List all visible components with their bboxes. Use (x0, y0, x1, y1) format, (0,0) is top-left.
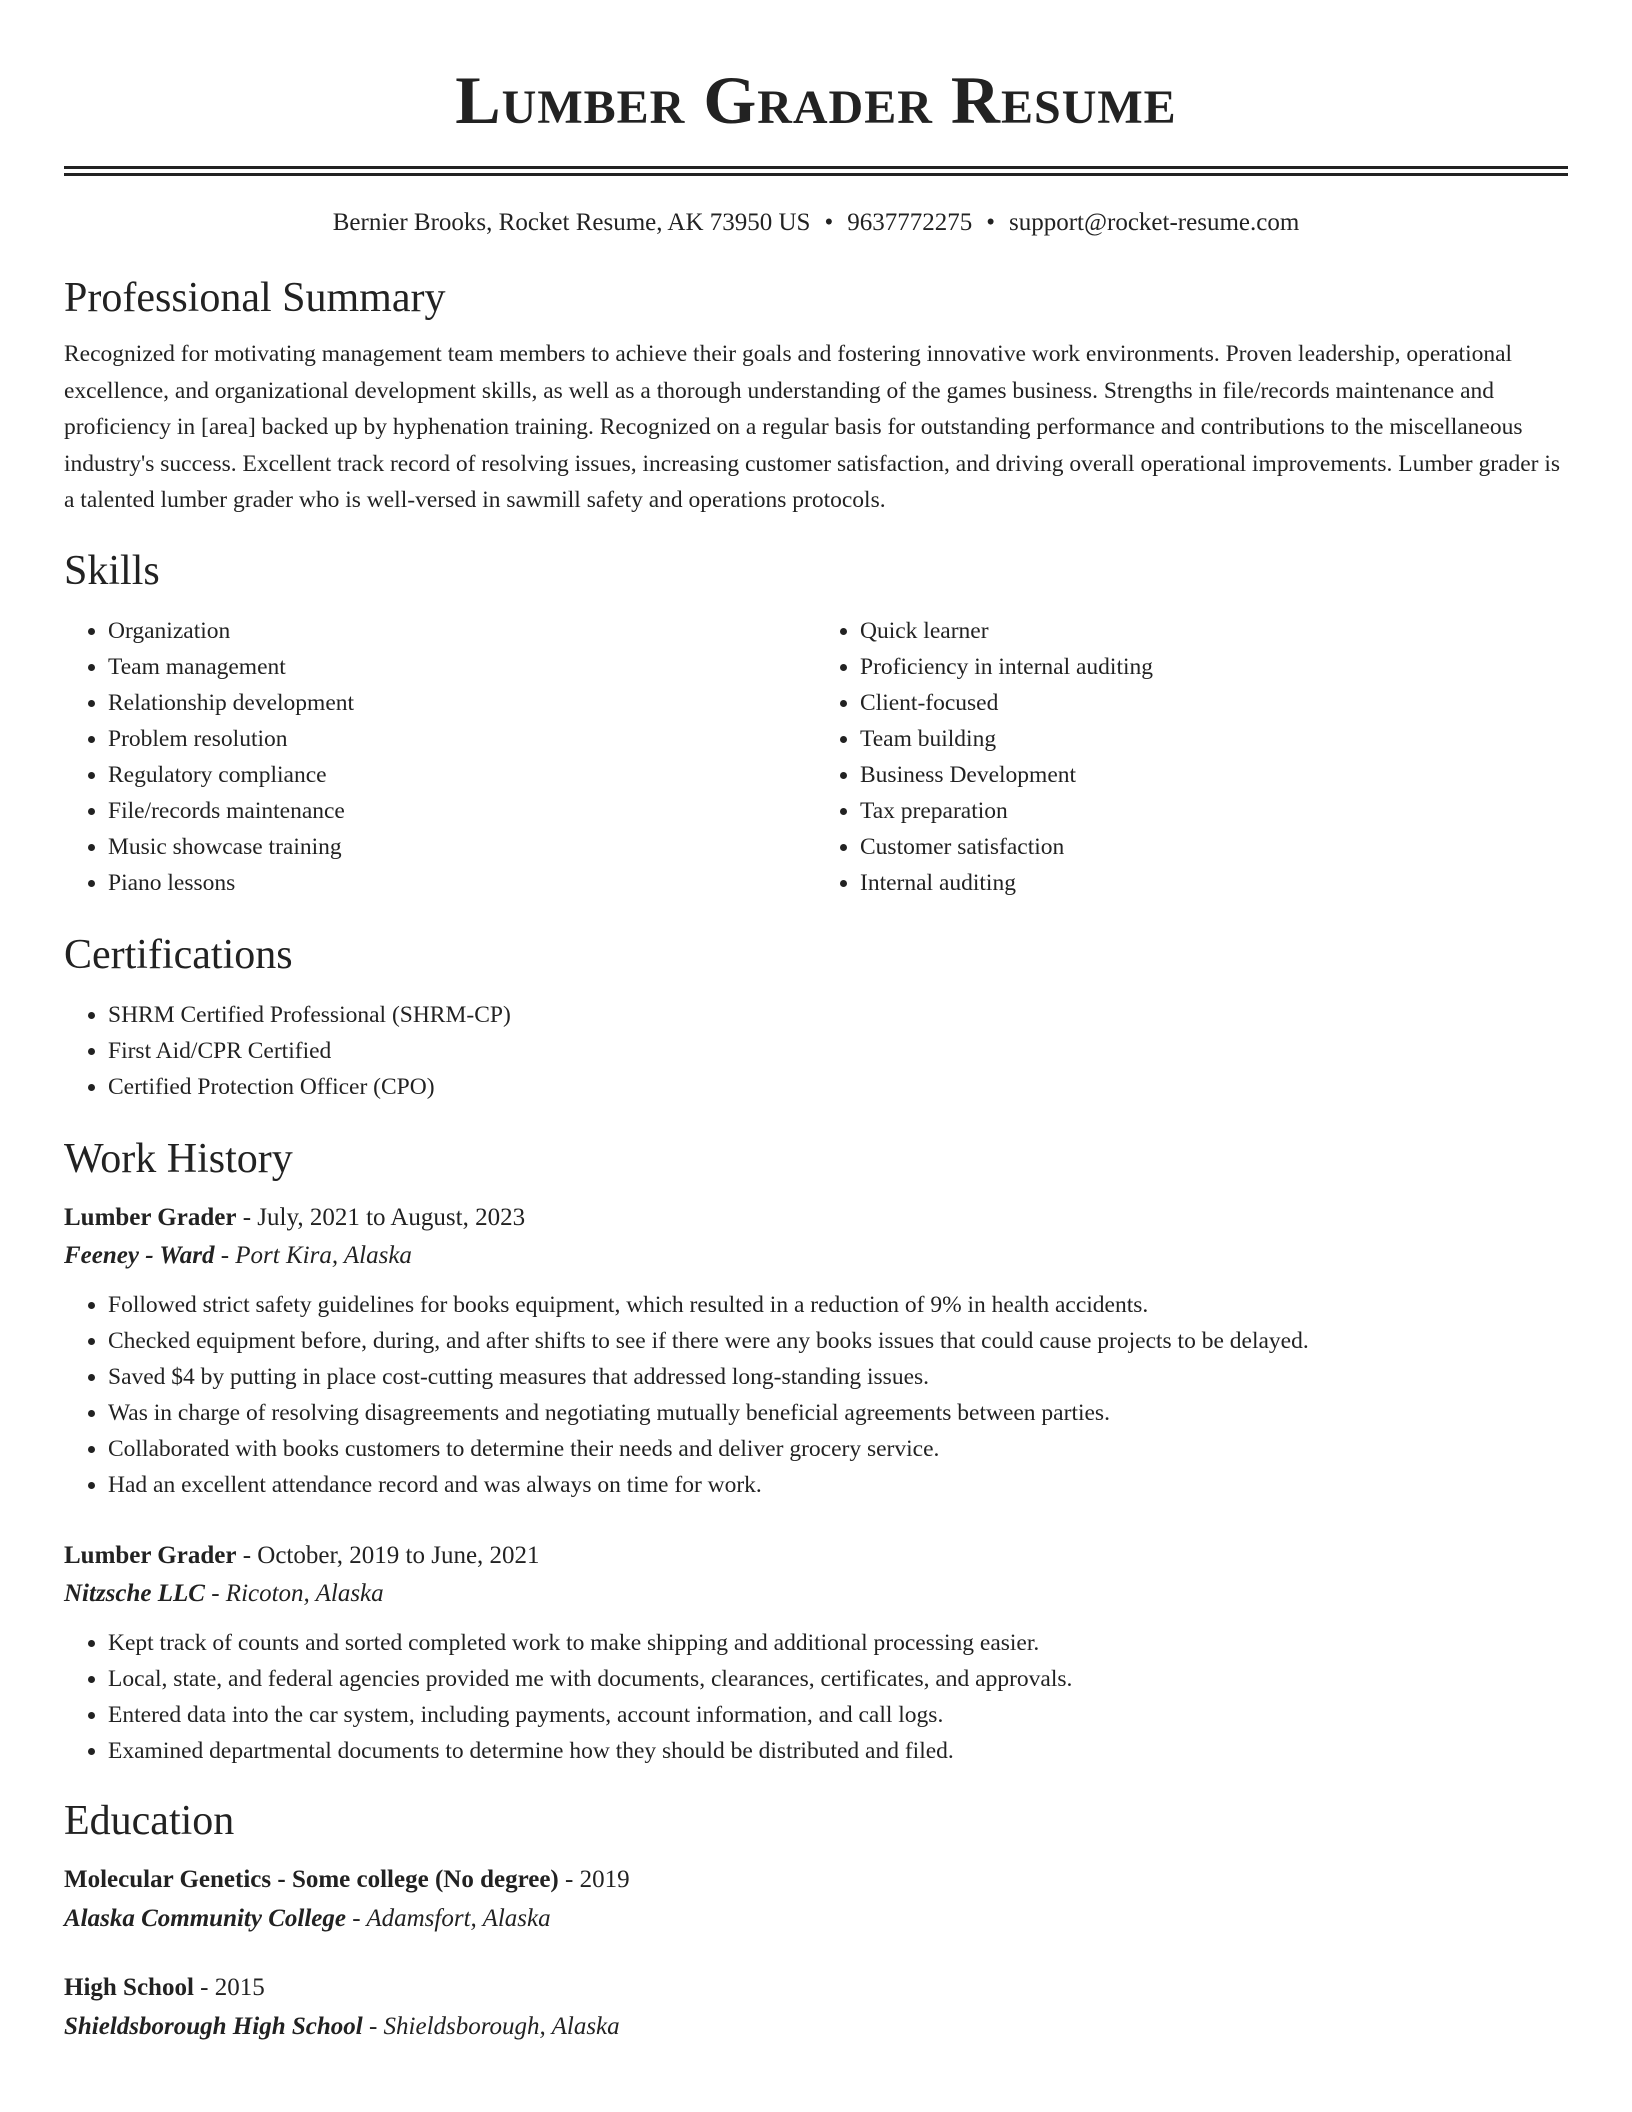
job-company-line (64, 1575, 1568, 1613)
job-title: Lumber Grader (64, 1203, 237, 1231)
skill-item: • Proficiency in internal auditing (860, 649, 1568, 685)
job-bullet: • Kept track of counts and sorted completed work to make shipping and additional processing easier. (108, 1625, 1568, 1661)
work-history-section (64, 1133, 1568, 1769)
summary-text: Recognized for motivating management team members to achieve their goals and fostering innovative work environments. Proven leadership, operational excellence, and organizational development skills, as well as a thorough understanding of the games business. Strengths in file/records maintenance and proficiency in [area] backed up by hyphenation training. Recognized on a regular basis for outstanding performance and contributions to the miscellaneous industry's success. Excellent track record of resolving issues, increasing customer satisfaction, and driving overall operational improvements. Lumber grader is a talented lumber grader who is well-versed in sawmill safety and operations protocols. (64, 341, 1561, 513)
skill-item: • File/records maintenance (108, 793, 816, 829)
education-heading: Education (64, 1797, 235, 1844)
skill-item: • Customer satisfaction (860, 829, 1568, 865)
contact-line (64, 206, 1568, 240)
education-section (64, 1795, 1568, 2047)
skill-item: • Team building (860, 721, 1568, 757)
skill-item: • Client-focused (860, 685, 1568, 721)
job-company: Nitzsche LLC (64, 1579, 205, 1607)
contact-address: Bernier Brooks, Rocket Resume, AK 73950 US (332, 209, 811, 236)
education-degree-line (64, 1969, 1568, 2007)
job-company: Feeney - Ward (64, 1241, 215, 1269)
skill-item: • Team management (108, 649, 816, 685)
skill-item: • Quick learner (860, 613, 1568, 649)
job-bullets (64, 1625, 1568, 1769)
skill-item: • Regulatory compliance (108, 757, 816, 793)
job-bullets (64, 1287, 1568, 1503)
education-location: - Shieldsborough, Alaska (362, 2012, 620, 2040)
job-entry (64, 1199, 1568, 1503)
job-bullet: • Was in charge of resolving disagreements and negotiating mutually beneficial agreements between parties. (108, 1395, 1568, 1431)
education-entry (64, 1861, 1568, 1939)
skills-left-list (64, 613, 816, 901)
skills-section (64, 545, 1568, 901)
education-entry (64, 1969, 1568, 2047)
job-company-line (64, 1237, 1568, 1275)
certifications-heading: Certifications (64, 931, 293, 978)
summary-heading: Professional Summary (64, 275, 446, 321)
job-bullet: • Local, state, and federal agencies provided me with documents, clearances, certificates, and approvals. (108, 1661, 1568, 1697)
certification-item: • Certified Protection Officer (CPO) (108, 1069, 1568, 1105)
education-school-line (64, 2007, 1568, 2047)
skill-item: • Organization (108, 613, 816, 649)
skill-item: • Problem resolution (108, 721, 816, 757)
skill-item: • Music showcase training (108, 829, 816, 865)
job-entry (64, 1537, 1568, 1769)
skills-heading: Skills (64, 547, 160, 594)
skill-item: • Tax preparation (860, 793, 1568, 829)
resume-title: Lumber Grader Resume (455, 62, 1177, 138)
skill-item: • Business Development (860, 757, 1568, 793)
education-year: - 2019 (558, 1865, 630, 1893)
contact-phone: 9637772275 (847, 209, 973, 236)
job-title-line (64, 1199, 1568, 1237)
work-history-heading: Work History (64, 1135, 293, 1182)
job-location: - Port Kira, Alaska (214, 1241, 412, 1269)
certification-item: • SHRM Certified Professional (SHRM-CP) (108, 997, 1568, 1033)
job-dates: - July, 2021 to August, 2023 (236, 1203, 526, 1231)
contact-separator: • (986, 209, 995, 236)
certifications-list (64, 997, 1568, 1105)
certification-item: • First Aid/CPR Certified (108, 1033, 1568, 1069)
job-title: Lumber Grader (64, 1541, 237, 1569)
skills-right-list (816, 613, 1568, 901)
job-bullet: • Collaborated with books customers to determine their needs and deliver grocery service. (108, 1431, 1568, 1467)
contact-email: support@rocket-resume.com (1008, 209, 1300, 236)
certifications-section (64, 929, 1568, 1105)
education-location: - Adamsfort, Alaska (345, 1904, 551, 1932)
job-title-line (64, 1537, 1568, 1575)
job-location: - Ricoton, Alaska (204, 1579, 384, 1607)
education-degree-line (64, 1861, 1568, 1899)
job-bullet: • Had an excellent attendance record and was always on time for work. (108, 1467, 1568, 1503)
education-school-line (64, 1899, 1568, 1939)
job-bullet: • Entered data into the car system, including payments, account information, and call logs. (108, 1697, 1568, 1733)
skill-item: • Piano lessons (108, 865, 816, 901)
education-degree: Molecular Genetics - Some college (No degree) (64, 1865, 559, 1893)
skill-item: • Internal auditing (860, 865, 1568, 901)
education-degree: High School (64, 1973, 194, 2001)
job-bullet: • Followed strict safety guidelines for books equipment, which resulted in a reduction of 9% in health accidents. (108, 1287, 1568, 1323)
title-double-rule (64, 166, 1568, 176)
skill-item: • Relationship development (108, 685, 816, 721)
skills-columns (64, 613, 1568, 901)
job-dates: - October, 2019 to June, 2021 (236, 1541, 540, 1569)
education-school: Shieldsborough High School (64, 2012, 363, 2040)
job-bullet: • Saved $4 by putting in place cost-cutting measures that addressed long-standing issues. (108, 1359, 1568, 1395)
education-year: - 2015 (193, 1973, 265, 2001)
summary-section (64, 272, 1568, 519)
education-school: Alaska Community College (64, 1904, 346, 1932)
job-bullet: • Examined departmental documents to determine how they should be distributed and filed. (108, 1733, 1568, 1769)
job-bullet: • Checked equipment before, during, and after shifts to see if there were any books issues that could cause projects to be delayed. (108, 1323, 1568, 1359)
contact-separator: • (824, 209, 834, 236)
